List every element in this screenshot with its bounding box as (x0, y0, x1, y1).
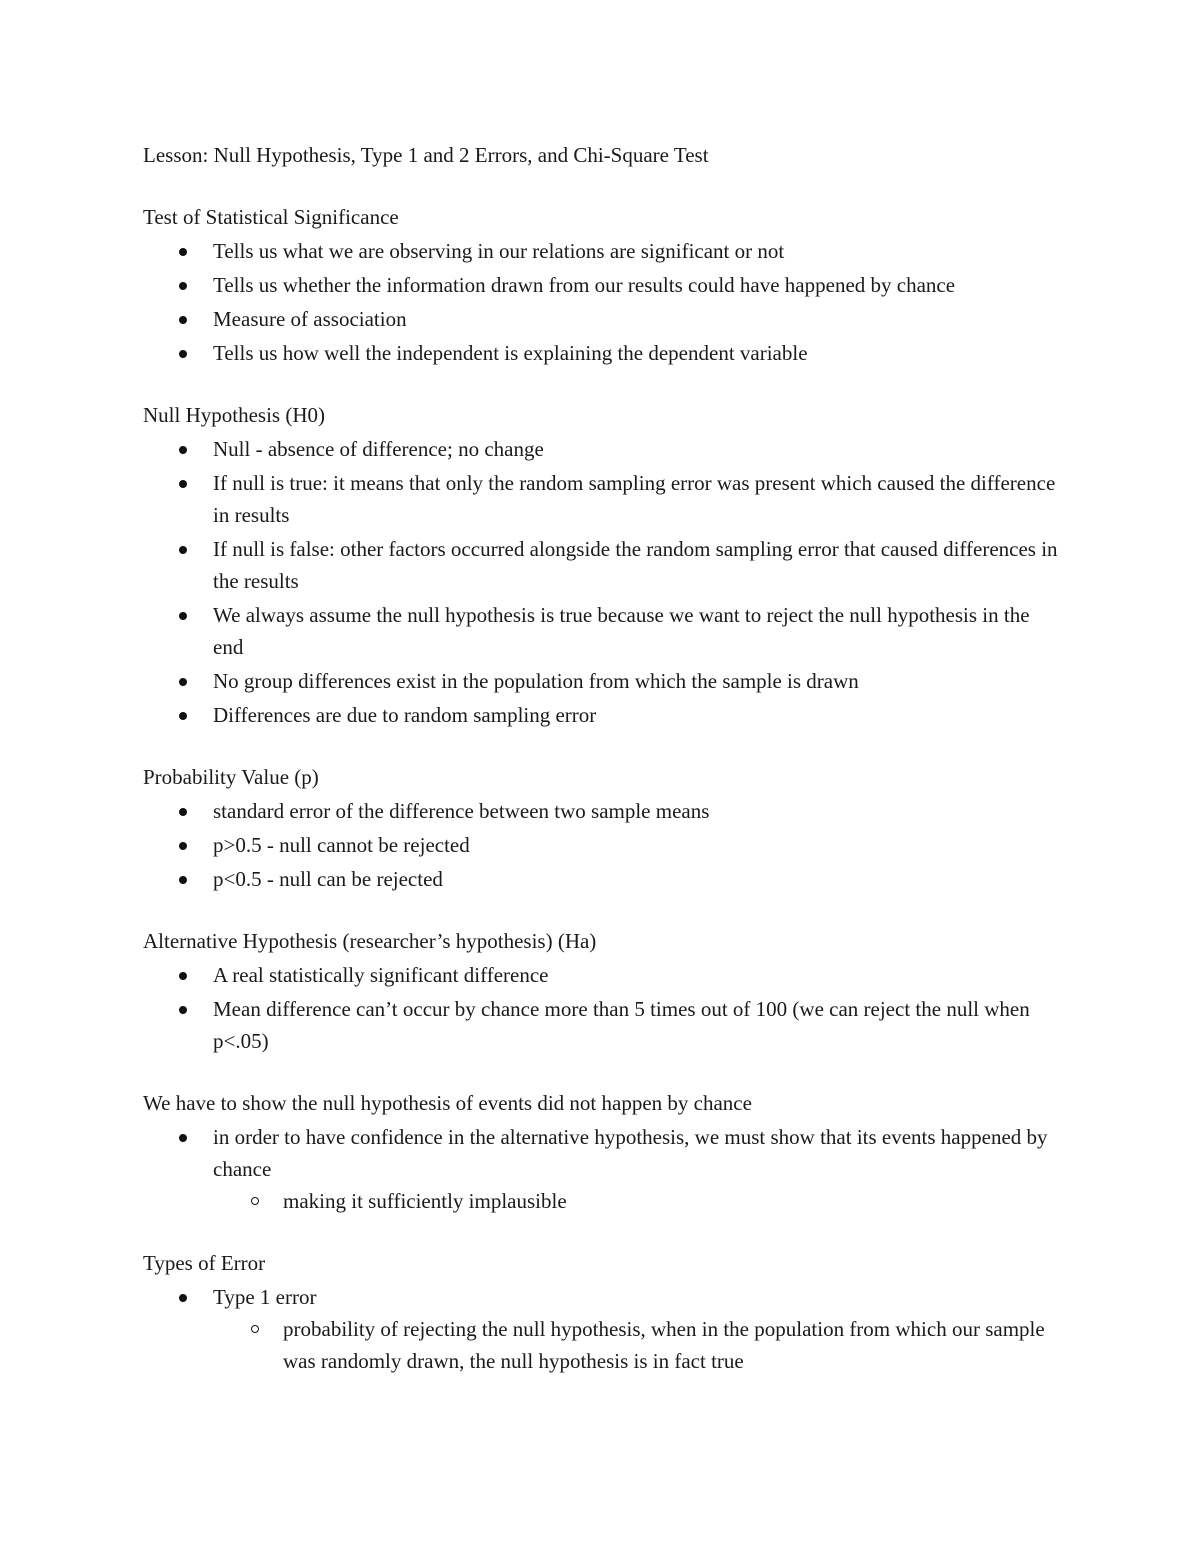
bullet-list (143, 1121, 1063, 1217)
list-item (213, 1121, 1063, 1217)
bullet-icon (179, 1294, 187, 1302)
document-title: Lesson: Null Hypothesis, Type 1 and 2 Errors, and Chi-Square Test (143, 143, 709, 167)
list-item-text: If null is false: other factors occurred alongside the random sampling error that caused differences in the results (213, 537, 1058, 593)
list-item-text: in order to have confidence in the alternative hypothesis, we must show that its events happened by chance (213, 1125, 1048, 1181)
list-item (213, 303, 1063, 335)
section-types-of-error (143, 1247, 1063, 1377)
bullet-icon (179, 972, 187, 980)
bullet-icon (179, 712, 187, 720)
sub-list-item (283, 1185, 1063, 1217)
sub-list-item (283, 1313, 1063, 1377)
bullet-icon (179, 316, 187, 324)
bullet-icon (179, 546, 187, 554)
list-item-text: Type 1 error (213, 1285, 317, 1309)
list-item-text: If null is true: it means that only the random sampling error was present which caused the difference in results (213, 471, 1056, 527)
section-alternative-hypothesis (143, 925, 1063, 1057)
list-item (213, 863, 1063, 895)
list-item-text: No group differences exist in the population from which the sample is drawn (213, 669, 859, 693)
list-item (213, 599, 1063, 663)
list-item (213, 699, 1063, 731)
list-item (213, 235, 1063, 267)
bullet-icon (179, 480, 187, 488)
list-item-text: A real statistically significant difference (213, 963, 549, 987)
bullet-icon (179, 678, 187, 686)
list-item-text: Tells us whether the information drawn from our results could have happened by chance (213, 273, 956, 297)
bullet-icon (179, 446, 187, 454)
list-item (213, 433, 1063, 465)
bullet-icon (179, 808, 187, 816)
list-item (213, 993, 1063, 1057)
bullet-icon (179, 612, 187, 620)
sub-list-item-text: making it sufficiently implausible (283, 1189, 567, 1213)
hollow-bullet-icon (251, 1197, 259, 1205)
list-item-text: Tells us what we are observing in our relations are significant or not (213, 239, 785, 263)
bullet-icon (179, 842, 187, 850)
section-heading: Types of Error (143, 1251, 266, 1275)
section-heading: Test of Statistical Significance (143, 205, 399, 229)
section-heading: We have to show the null hypothesis of events did not happen by chance (143, 1091, 752, 1115)
section-null-hypothesis (143, 399, 1063, 731)
section-probability-value (143, 761, 1063, 895)
list-item-text: Mean difference can’t occur by chance more than 5 times out of 100 (we can reject the null when p<.05) (213, 997, 1030, 1053)
list-item (213, 665, 1063, 697)
list-item (213, 337, 1063, 369)
section-test-of-statistical-significance (143, 201, 1063, 369)
bullet-list (143, 795, 1063, 895)
list-item (213, 533, 1063, 597)
list-item-text: We always assume the null hypothesis is true because we want to reject the null hypothesis in the end (213, 603, 1030, 659)
list-item-text: Differences are due to random sampling error (213, 703, 597, 727)
document-page (143, 139, 1063, 1407)
bullet-list (143, 1281, 1063, 1377)
list-item-text: Null - absence of difference; no change (213, 437, 544, 461)
bullet-icon (179, 350, 187, 358)
list-item (213, 795, 1063, 827)
section-null-hypothesis-chance (143, 1087, 1063, 1217)
bullet-icon (179, 876, 187, 884)
bullet-icon (179, 282, 187, 290)
list-item (213, 1281, 1063, 1377)
bullet-list (143, 959, 1063, 1057)
bullet-icon (179, 248, 187, 256)
bullet-icon (179, 1134, 187, 1142)
sub-list-item-text: probability of rejecting the null hypothesis, when in the population from which our sample was randomly drawn, the null hypothesis is in fact true (283, 1317, 1045, 1373)
bullet-list (143, 235, 1063, 369)
list-item (213, 467, 1063, 531)
list-item-text: standard error of the difference between two sample means (213, 799, 710, 823)
list-item (213, 269, 1063, 301)
sub-bullet-list (213, 1185, 1063, 1217)
list-item (213, 959, 1063, 991)
hollow-bullet-icon (251, 1325, 259, 1333)
list-item-text: Measure of association (213, 307, 407, 331)
section-heading: Probability Value (p) (143, 765, 319, 789)
list-item-text: p>0.5 - null cannot be rejected (213, 833, 470, 857)
list-item (213, 829, 1063, 861)
section-heading: Null Hypothesis (H0) (143, 403, 325, 427)
bullet-icon (179, 1006, 187, 1014)
sub-bullet-list (213, 1313, 1063, 1377)
section-heading: Alternative Hypothesis (researcher’s hypothesis) (Ha) (143, 929, 597, 953)
bullet-list (143, 433, 1063, 731)
list-item-text: Tells us how well the independent is explaining the dependent variable (213, 341, 808, 365)
list-item-text: p<0.5 - null can be rejected (213, 867, 443, 891)
